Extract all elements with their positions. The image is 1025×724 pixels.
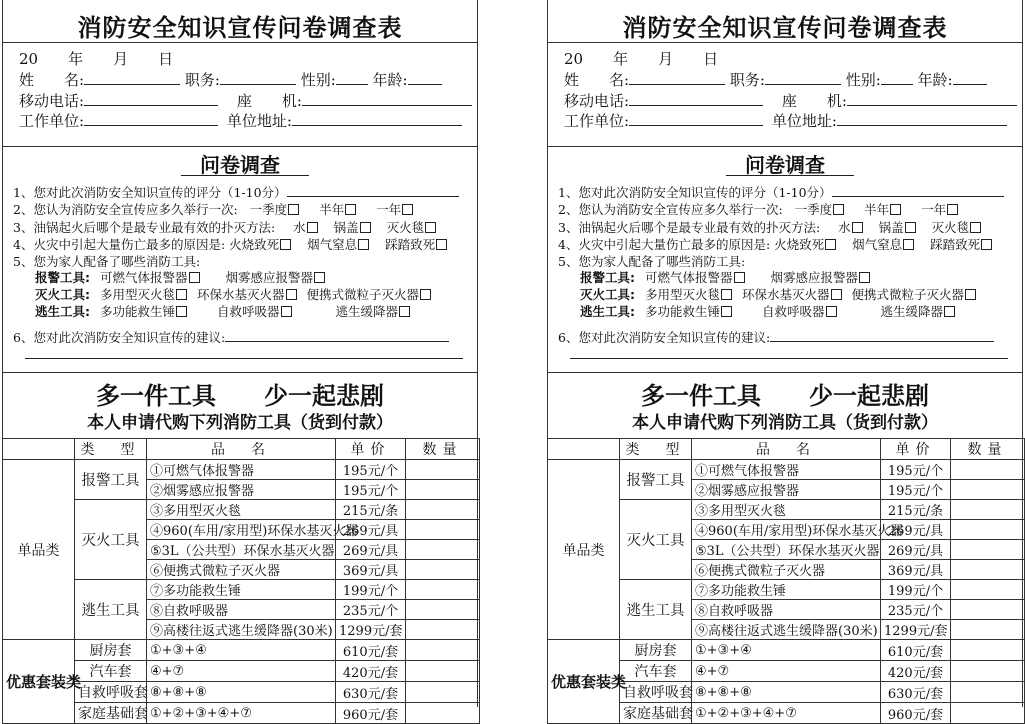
checkbox[interactable] — [360, 222, 371, 233]
product-name: ⑧自救呼吸器 — [147, 600, 336, 620]
extinguish-tools-label: 灭火工具: — [35, 287, 90, 302]
title-divider — [3, 42, 477, 43]
product-name: ⑤3L（公共型）环保水基灭火器 — [692, 540, 881, 560]
q2-option: 半年 — [319, 202, 345, 217]
form-title: 消防安全知识宣传问卷调查表 — [622, 13, 948, 42]
quantity-cell[interactable] — [951, 460, 1025, 480]
alarm-option: 可燃气体报警器 — [99, 270, 188, 285]
combo-type: 厨房套 — [620, 640, 692, 661]
order-table — [547, 438, 1025, 724]
unit-price: 199元/个 — [336, 580, 406, 600]
checkbox[interactable] — [852, 222, 863, 233]
header-section — [3, 0, 477, 147]
product-name: ⑨高楼往返式逃生缓降器(30米) — [147, 620, 336, 640]
mobile-label: 移动电话: — [19, 92, 85, 110]
checkbox[interactable] — [825, 239, 836, 250]
quantity-cell[interactable] — [951, 682, 1025, 703]
combo-type: 自救呼吸套 — [75, 682, 147, 703]
combo-type: 自救呼吸套 — [620, 682, 692, 703]
table-row — [548, 580, 1025, 600]
combo-contents: ①+②+③+④+⑦ — [147, 703, 336, 724]
address-field[interactable] — [837, 111, 1007, 126]
product-name: ②烟雾感应报警器 — [147, 480, 336, 500]
alarm-option: 烟雾感应报警器 — [225, 270, 313, 285]
quantity-cell[interactable] — [951, 703, 1025, 724]
checkbox[interactable] — [176, 289, 187, 300]
checkbox[interactable] — [833, 204, 844, 215]
product-name: ④960(车用/家用型)环保水基灭火器 — [692, 520, 881, 540]
position-label: 职务: — [184, 71, 220, 89]
quantity-cell[interactable] — [951, 560, 1025, 580]
checkbox[interactable] — [905, 222, 916, 233]
combo-type: 厨房套 — [75, 640, 147, 661]
header-product: 品 名 — [692, 439, 881, 460]
q5-alarm-row — [35, 268, 325, 286]
slogan: 多一件工具 少一起悲剧 — [96, 381, 384, 410]
suggestion-line[interactable] — [570, 358, 1008, 359]
row-employer — [19, 110, 462, 131]
q4-option: 踩踏致死 — [930, 237, 981, 252]
combo-type: 汽车套 — [75, 661, 147, 682]
order-section — [3, 372, 477, 723]
unit-price: 215元/条 — [881, 500, 951, 520]
question-1-text: 1、您对此次消防安全知识宣传的评分（1-10分） — [558, 185, 832, 200]
suggestion-line[interactable] — [25, 358, 463, 359]
name-label: 姓 名: — [564, 71, 630, 89]
escape-option: 逃生缓降器 — [335, 304, 398, 319]
table-row — [548, 703, 1025, 724]
product-name: ①可燃气体报警器 — [692, 460, 881, 480]
question-3 — [558, 218, 981, 236]
product-name: ②烟雾感应报警器 — [692, 480, 881, 500]
checkbox[interactable] — [358, 239, 369, 250]
quantity-cell[interactable] — [951, 640, 1025, 661]
unit-price: 235元/个 — [881, 600, 951, 620]
quantity-cell[interactable] — [406, 620, 480, 640]
rating-field[interactable] — [832, 182, 1004, 197]
header-quantity: 数量 — [406, 439, 480, 460]
unit-price: 269元/具 — [881, 520, 951, 540]
checkbox[interactable] — [831, 289, 842, 300]
q4-option: 烟气窒息 — [852, 237, 903, 252]
checkbox[interactable] — [314, 272, 325, 283]
header-blank — [3, 439, 75, 460]
extinguish-option: 便携式微粒子灭火器 — [851, 287, 964, 302]
position-field[interactable] — [220, 70, 296, 85]
table-row — [548, 460, 1025, 480]
question-4 — [13, 235, 447, 253]
order-section — [548, 372, 1022, 723]
q5-extinguish-row — [35, 285, 431, 303]
question-5-text: 5、您为家人配备了哪些消防工具: — [558, 254, 746, 269]
combo-contents: ④+⑦ — [147, 661, 336, 682]
question-2-text: 2、您认为消防安全宣传应多久举行一次: — [558, 202, 783, 217]
survey-form-left — [2, 0, 478, 723]
position-field[interactable] — [765, 70, 841, 85]
order-table — [2, 438, 480, 724]
q5-alarm-row — [580, 268, 870, 286]
product-name: ③多用型灭火毯 — [147, 500, 336, 520]
quantity-cell[interactable] — [406, 580, 480, 600]
position-label: 职务: — [729, 71, 765, 89]
unit-price: 1299元/套 — [881, 620, 951, 640]
gender-label: 性别: — [300, 71, 336, 89]
age-field[interactable] — [953, 70, 987, 85]
quantity-cell[interactable] — [951, 580, 1025, 600]
employer-field[interactable] — [84, 111, 218, 126]
checkbox[interactable] — [859, 272, 870, 283]
landline-label: 座 机: — [236, 92, 302, 110]
combo-category-label: 优惠套装类 — [548, 640, 620, 724]
q4-option: 火烧致死 — [774, 237, 825, 252]
header-row — [548, 439, 1025, 460]
address-field[interactable] — [292, 111, 462, 126]
age-field[interactable] — [408, 70, 442, 85]
header-type: 类 型 — [75, 439, 147, 460]
table-row — [3, 460, 480, 480]
quantity-cell[interactable] — [406, 480, 480, 500]
quantity-cell[interactable] — [951, 540, 1025, 560]
survey-section — [3, 146, 477, 373]
date-label: 20 年 月 日 — [19, 50, 174, 68]
product-name: ⑥便携式微粒子灭火器 — [692, 560, 881, 580]
quantity-cell[interactable] — [951, 600, 1025, 620]
header-blank — [548, 439, 620, 460]
extinguish-option: 便携式微粒子灭火器 — [306, 287, 419, 302]
question-5-text: 5、您为家人配备了哪些消防工具: — [13, 254, 201, 269]
q2-option: 半年 — [864, 202, 890, 217]
table-row — [3, 580, 480, 600]
question-2 — [13, 200, 413, 218]
unit-price: 235元/个 — [336, 600, 406, 620]
combo-price: 420元/套 — [336, 661, 406, 682]
checkbox[interactable] — [402, 204, 413, 215]
date-line — [19, 48, 173, 69]
checkbox[interactable] — [281, 306, 292, 317]
header-product: 品 名 — [147, 439, 336, 460]
age-label: 年龄: — [917, 71, 953, 89]
table-row — [3, 500, 480, 520]
order-table-body — [548, 460, 1025, 724]
tool-type: 灭火工具 — [75, 500, 147, 580]
unit-price: 269元/具 — [336, 520, 406, 540]
name-field[interactable] — [84, 70, 180, 85]
combo-price: 420元/套 — [881, 661, 951, 682]
order-subtitle: 本人申请代购下列消防工具（货到付款） — [87, 413, 393, 433]
checkbox[interactable] — [307, 222, 318, 233]
quantity-cell[interactable] — [406, 540, 480, 560]
checkbox[interactable] — [721, 289, 732, 300]
q5-escape-row — [580, 302, 955, 320]
checkbox[interactable] — [947, 204, 958, 215]
product-name: ④960(车用/家用型)环保水基灭火器 — [147, 520, 336, 540]
question-2 — [558, 200, 958, 218]
product-name: ①可燃气体报警器 — [147, 460, 336, 480]
date-line — [564, 48, 718, 69]
survey-section — [548, 146, 1022, 373]
question-6-text: 6、您对此次消防安全知识宣传的建议: — [558, 330, 771, 345]
checkbox[interactable] — [721, 306, 732, 317]
checkbox[interactable] — [399, 306, 410, 317]
quantity-cell[interactable] — [406, 520, 480, 540]
escape-option: 自救呼吸器 — [761, 304, 825, 319]
combo-contents: ①+③+④ — [147, 640, 336, 661]
tool-type: 逃生工具 — [75, 580, 147, 640]
q5-escape-row — [35, 302, 410, 320]
combo-price: 960元/套 — [336, 703, 406, 724]
question-6 — [13, 327, 449, 346]
q3-option: 水 — [838, 220, 851, 235]
quantity-cell[interactable] — [951, 520, 1025, 540]
quantity-cell[interactable] — [406, 703, 480, 724]
q3-option: 灭火毯 — [931, 220, 970, 235]
header-type: 类 型 — [620, 439, 692, 460]
gender-field[interactable] — [336, 70, 368, 85]
product-name: ⑤3L（公共型）环保水基灭火器 — [147, 540, 336, 560]
unit-price: 269元/具 — [881, 540, 951, 560]
checkbox[interactable] — [176, 306, 187, 317]
tool-type: 报警工具 — [620, 460, 692, 500]
age-label: 年龄: — [372, 71, 408, 89]
tool-type: 灭火工具 — [620, 500, 692, 580]
q4-option: 踩踏致死 — [385, 237, 436, 252]
survey-form-right — [547, 0, 1023, 723]
extinguish-option: 环保水基灭火器 — [741, 287, 830, 302]
order-table-head — [3, 439, 480, 460]
quantity-cell[interactable] — [406, 500, 480, 520]
landline-field[interactable] — [847, 91, 1017, 106]
row-name — [19, 69, 442, 90]
question-4-text: 4、火灾中引起大量伤亡最多的原因是: — [558, 237, 771, 252]
escape-tools-label: 逃生工具: — [35, 304, 90, 319]
q3-option: 灭火毯 — [386, 220, 425, 235]
checkbox[interactable] — [965, 289, 976, 300]
alarm-option: 可燃气体报警器 — [644, 270, 733, 285]
checkbox[interactable] — [734, 272, 745, 283]
q5-extinguish-row — [580, 285, 976, 303]
question-6-text: 6、您对此次消防安全知识宣传的建议: — [13, 330, 226, 345]
mobile-label: 移动电话: — [564, 92, 630, 110]
quantity-cell[interactable] — [406, 682, 480, 703]
question-1 — [558, 182, 1004, 201]
extinguish-tools-label: 灭火工具: — [580, 287, 635, 302]
survey-title: 问卷调查 — [745, 153, 825, 177]
q2-option: 一年 — [376, 202, 402, 217]
unit-price: 269元/具 — [336, 540, 406, 560]
quantity-cell[interactable] — [406, 600, 480, 620]
quantity-cell[interactable] — [951, 480, 1025, 500]
header-price: 单价 — [336, 439, 406, 460]
header-section — [548, 0, 1022, 147]
quantity-cell[interactable] — [406, 560, 480, 580]
header-row — [3, 439, 480, 460]
order-table-body — [3, 460, 480, 724]
checkbox[interactable] — [280, 239, 291, 250]
quantity-cell[interactable] — [406, 661, 480, 682]
unit-price: 1299元/套 — [336, 620, 406, 640]
checkbox[interactable] — [345, 204, 356, 215]
extinguish-option: 环保水基灭火器 — [196, 287, 285, 302]
tool-type: 报警工具 — [75, 460, 147, 500]
combo-price: 630元/套 — [881, 682, 951, 703]
landline-label: 座 机: — [781, 92, 847, 110]
employer-field[interactable] — [629, 111, 763, 126]
q4-option: 火烧致死 — [229, 237, 280, 252]
name-field[interactable] — [629, 70, 725, 85]
checkbox[interactable] — [425, 222, 436, 233]
row-name — [564, 69, 987, 90]
unit-price: 195元/个 — [336, 460, 406, 480]
question-1-text: 1、您对此次消防安全知识宣传的评分（1-10分） — [13, 185, 287, 200]
table-row — [3, 703, 480, 724]
combo-type: 家庭基础套 — [75, 703, 147, 724]
table-row — [548, 640, 1025, 661]
order-subtitle: 本人申请代购下列消防工具（货到付款） — [632, 413, 938, 433]
question-4 — [558, 235, 992, 253]
table-row — [548, 500, 1025, 520]
rating-field[interactable] — [287, 182, 459, 197]
checkbox[interactable] — [944, 306, 955, 317]
question-3 — [13, 218, 436, 236]
q3-option: 水 — [293, 220, 306, 235]
form-title: 消防安全知识宣传问卷调查表 — [77, 13, 403, 42]
escape-option: 自救呼吸器 — [216, 304, 280, 319]
product-name: ⑧自救呼吸器 — [692, 600, 881, 620]
checkbox[interactable] — [826, 306, 837, 317]
combo-price: 610元/套 — [336, 640, 406, 661]
combo-type: 汽车套 — [620, 661, 692, 682]
q4-option: 烟气窒息 — [307, 237, 358, 252]
alarm-tools-label: 报警工具: — [580, 270, 635, 285]
alarm-option: 烟雾感应报警器 — [770, 270, 858, 285]
combo-contents: ①+②+③+④+⑦ — [692, 703, 881, 724]
combo-price: 630元/套 — [336, 682, 406, 703]
product-name: ⑥便携式微粒子灭火器 — [147, 560, 336, 580]
mobile-field[interactable] — [84, 91, 218, 106]
mobile-field[interactable] — [629, 91, 763, 106]
title-divider — [548, 42, 1022, 43]
single-category-label: 单品类 — [548, 460, 620, 640]
unit-price: 369元/具 — [336, 560, 406, 580]
address-label: 单位地址: — [226, 112, 292, 130]
escape-option: 多功能救生锤 — [99, 304, 175, 319]
name-label: 姓 名: — [19, 71, 85, 89]
question-3-text: 3、油锅起火后哪个是最专业最有效的扑灭方法: — [13, 220, 276, 235]
order-table-head — [548, 439, 1025, 460]
survey-title-underline — [181, 175, 309, 176]
table-row — [3, 640, 480, 661]
combo-price: 960元/套 — [881, 703, 951, 724]
quantity-cell[interactable] — [406, 640, 480, 661]
survey-title: 问卷调查 — [200, 153, 280, 177]
question-4-text: 4、火灾中引起大量伤亡最多的原因是: — [13, 237, 226, 252]
unit-price: 369元/具 — [881, 560, 951, 580]
checkbox[interactable] — [420, 289, 431, 300]
gender-field[interactable] — [881, 70, 913, 85]
quantity-cell[interactable] — [951, 661, 1025, 682]
question-3-text: 3、油锅起火后哪个是最专业最有效的扑灭方法: — [558, 220, 821, 235]
unit-price: 199元/个 — [881, 580, 951, 600]
unit-price: 195元/个 — [881, 480, 951, 500]
extinguish-option: 多用型灭火毯 — [99, 287, 175, 302]
single-category-label: 单品类 — [3, 460, 75, 640]
suggestion-field[interactable] — [225, 327, 449, 342]
escape-option: 多功能救生锤 — [644, 304, 720, 319]
product-name: ⑨高楼往返式逃生缓降器(30米) — [692, 620, 881, 640]
checkbox[interactable] — [981, 239, 992, 250]
suggestion-field[interactable] — [770, 327, 994, 342]
checkbox[interactable] — [288, 204, 299, 215]
row-phone — [19, 90, 472, 111]
unit-price: 215元/条 — [336, 500, 406, 520]
survey-title-underline — [726, 175, 854, 176]
extinguish-option: 多用型灭火毯 — [644, 287, 720, 302]
quantity-cell[interactable] — [951, 620, 1025, 640]
combo-type: 家庭基础套 — [620, 703, 692, 724]
checkbox[interactable] — [970, 222, 981, 233]
escape-option: 逃生缓降器 — [880, 304, 943, 319]
address-label: 单位地址: — [771, 112, 837, 130]
date-label: 20 年 月 日 — [564, 50, 719, 68]
row-phone — [564, 90, 1017, 111]
question-2-text: 2、您认为消防安全宣传应多久举行一次: — [13, 202, 238, 217]
q2-option: 一年 — [921, 202, 947, 217]
checkbox[interactable] — [890, 204, 901, 215]
q3-option: 锅盖 — [878, 220, 904, 235]
checkbox[interactable] — [903, 239, 914, 250]
row-employer — [564, 110, 1007, 131]
escape-tools-label: 逃生工具: — [580, 304, 635, 319]
slogan: 多一件工具 少一起悲剧 — [641, 381, 929, 410]
checkbox[interactable] — [286, 289, 297, 300]
product-name: ③多用型灭火毯 — [692, 500, 881, 520]
quantity-cell[interactable] — [406, 460, 480, 480]
header-price: 单价 — [881, 439, 951, 460]
unit-price: 195元/个 — [881, 460, 951, 480]
combo-category-label: 优惠套装类 — [3, 640, 75, 724]
employer-label: 工作单位: — [564, 112, 630, 130]
landline-field[interactable] — [302, 91, 472, 106]
product-name: ⑦多功能救生锤 — [692, 580, 881, 600]
combo-contents: ①+③+④ — [692, 640, 881, 661]
q3-option: 锅盖 — [333, 220, 359, 235]
alarm-tools-label: 报警工具: — [35, 270, 90, 285]
employer-label: 工作单位: — [19, 112, 85, 130]
product-name: ⑦多功能救生锤 — [147, 580, 336, 600]
combo-price: 610元/套 — [881, 640, 951, 661]
q2-option: 一季度 — [249, 202, 288, 217]
checkbox[interactable] — [436, 239, 447, 250]
checkbox[interactable] — [189, 272, 200, 283]
header-quantity: 数量 — [951, 439, 1025, 460]
gender-label: 性别: — [845, 71, 881, 89]
combo-contents: ④+⑦ — [692, 661, 881, 682]
q2-option: 一季度 — [794, 202, 833, 217]
question-1 — [13, 182, 459, 201]
quantity-cell[interactable] — [951, 500, 1025, 520]
unit-price: 195元/个 — [336, 480, 406, 500]
question-6 — [558, 327, 994, 346]
combo-contents: ⑧+⑧+⑧ — [692, 682, 881, 703]
tool-type: 逃生工具 — [620, 580, 692, 640]
combo-contents: ⑧+⑧+⑧ — [147, 682, 336, 703]
